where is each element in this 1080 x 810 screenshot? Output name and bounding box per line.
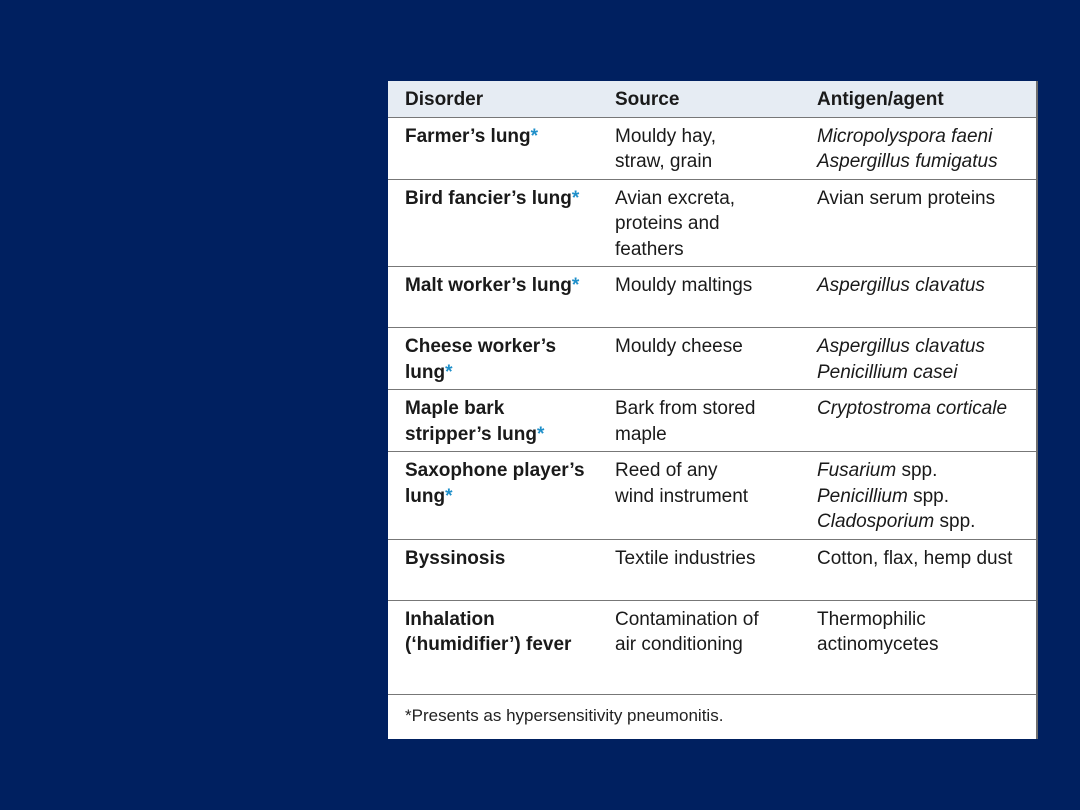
footnote-star: * (445, 361, 453, 383)
disorder-cell (388, 179, 598, 267)
agent-cell (800, 539, 1036, 600)
agent-cell (800, 267, 1036, 328)
source-line: feathers (615, 238, 684, 260)
source-line: Mouldy hay, (615, 125, 717, 147)
disorder-cell (388, 539, 598, 600)
source-cell (598, 390, 800, 452)
disorder-cell (388, 117, 598, 179)
agent-line (817, 484, 1030, 510)
table-row (388, 267, 1036, 328)
table-row (388, 600, 1036, 694)
disorder-name: Bird fancier’s lung (405, 187, 572, 209)
agent-text: Aspergillus clavatus (817, 336, 985, 357)
source-line: Mouldy maltings (615, 275, 753, 296)
disorder-cell (388, 452, 598, 540)
disorder-name: Malt worker’s lung (405, 275, 572, 296)
table-row (388, 539, 1036, 600)
disorders-table (388, 81, 1036, 695)
footnote-star: * (536, 423, 545, 445)
disorder-cell (388, 328, 598, 390)
table-row (388, 179, 1036, 267)
source-line: Avian excreta, (615, 187, 736, 209)
agent-line (817, 273, 1030, 299)
source-line: Reed of any (615, 460, 718, 481)
source-cell (598, 539, 800, 600)
table-row (388, 452, 1036, 540)
disorder-cell (388, 267, 598, 328)
source-line: air conditioning (615, 634, 743, 655)
source-cell (598, 179, 800, 267)
table-body (388, 117, 1036, 694)
source-line: Mouldy cheese (615, 336, 743, 357)
table-row (388, 328, 1036, 390)
agent-text: Cladosporium (817, 511, 935, 532)
agent-line (817, 360, 1030, 386)
header-disorder: Disorder (388, 81, 598, 117)
agent-cell (800, 328, 1036, 390)
source-line: Textile industries (615, 547, 756, 569)
table-header-row (388, 81, 1036, 117)
source-line: maple (615, 423, 667, 445)
disorder-name: Maple bark stripper’s lung (405, 398, 537, 445)
footnote-star: * (445, 485, 453, 507)
agent-line (817, 124, 1030, 150)
agent-cell (800, 452, 1036, 540)
agent-text: Aspergillus clavatus (817, 275, 985, 296)
agent-line (817, 396, 1030, 422)
agent-cell (800, 179, 1036, 267)
agent-cell (800, 117, 1036, 179)
disorder-name: Inhalation (‘humidifier’) fever (405, 608, 572, 655)
agent-text: Penicillium casei (817, 361, 958, 383)
agent-line (817, 149, 1030, 175)
source-cell (598, 328, 800, 390)
disorder-name: Farmer’s lung (405, 125, 531, 147)
agent-line (817, 186, 1030, 212)
header-agent: Antigen/agent (800, 81, 1036, 117)
agent-line (817, 458, 1030, 484)
agent-text: Fusarium (817, 460, 897, 481)
agent-text: Thermophilic actinomycetes (817, 608, 939, 655)
disorder-cell (388, 600, 598, 694)
source-line: Contamination of (615, 608, 759, 630)
agent-text: Aspergillus fumigatus (817, 151, 998, 172)
agent-text: Avian serum proteins (817, 187, 996, 209)
agent-text: Micropolyspora faeni (817, 125, 993, 147)
source-cell (598, 267, 800, 328)
agent-line (817, 509, 1030, 535)
source-cell (598, 117, 800, 179)
source-cell (598, 452, 800, 540)
agent-suffix: spp. (934, 511, 976, 532)
footnote: *Presents as hypersensitivity pneumonitis. (405, 706, 724, 725)
agent-line (817, 334, 1030, 360)
disorder-name: Byssinosis (405, 547, 506, 569)
disorder-cell (388, 390, 598, 452)
footnote-star: * (571, 275, 580, 296)
agent-suffix: spp. (907, 485, 950, 507)
source-line: proteins and (615, 213, 720, 234)
table-row (388, 117, 1036, 179)
agent-line (817, 546, 1030, 572)
agent-cell (800, 390, 1036, 452)
agent-text: Penicillium (817, 485, 908, 507)
table-panel (388, 81, 1038, 739)
source-line: wind instrument (615, 485, 749, 507)
source-line: straw, grain (615, 151, 713, 172)
footnote-star: * (571, 187, 580, 209)
disorder-name: Cheese worker’s lung (405, 336, 557, 383)
header-source: Source (598, 81, 800, 117)
agent-line (817, 607, 1030, 658)
footnote-star: * (530, 125, 539, 147)
disorder-name: Saxophone player’s lung (405, 460, 585, 507)
agent-text: Cryptostroma corticale (817, 398, 1008, 419)
source-cell (598, 600, 800, 694)
agent-cell (800, 600, 1036, 694)
table-row (388, 390, 1036, 452)
agent-suffix: spp. (896, 460, 938, 481)
agent-text: Cotton, flax, hemp dust (817, 547, 1013, 569)
source-line: Bark from stored (615, 398, 756, 419)
